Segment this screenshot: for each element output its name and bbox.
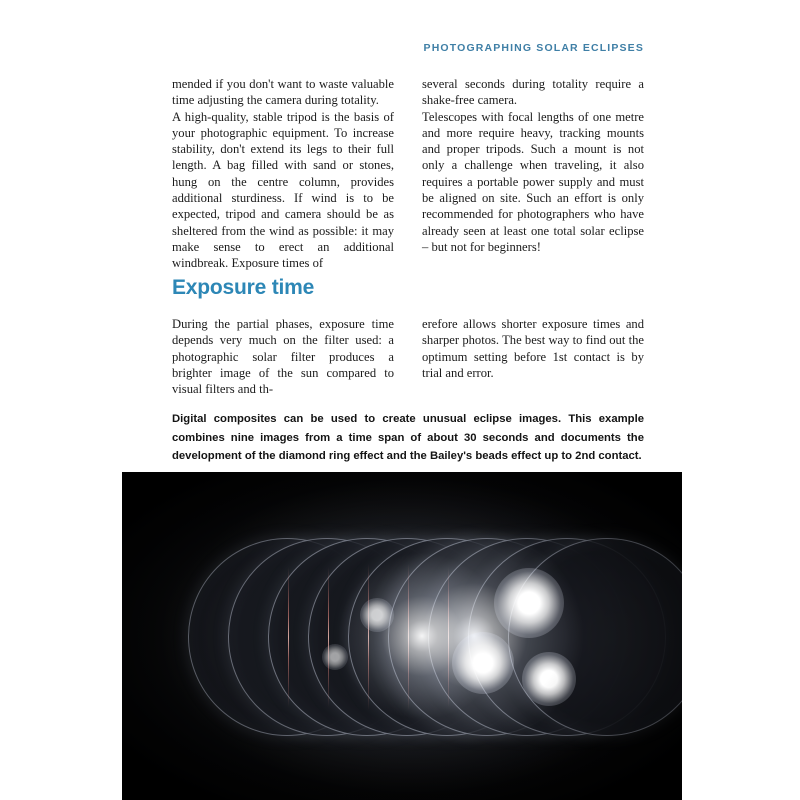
- column-left-top: [172, 76, 394, 272]
- column-right-bottom: [422, 316, 644, 397]
- paragraph: Telescopes with focal lengths of one metre and more require heavy, tracking mounts and proper tripods. Such a mount is not only a challenge when traveling, it also requires a portable power supply and must be aligned on site. Such an effort is only recommended for photographers who have already seen at least one total solar eclipse – but not for beginners!: [422, 109, 644, 254]
- paragraph: mended if you don't want to waste valuable time adjusting the camera during totality.: [172, 77, 394, 108]
- paragraph: erefore allows shorter exposure times and sharper photos. The best way to find out the optimum setting before 1st contact is by trial and error.: [422, 317, 644, 380]
- section-heading: Exposure time: [172, 276, 315, 299]
- column-right-top: [422, 76, 644, 272]
- photo-background: [122, 472, 682, 800]
- running-head: PHOTOGRAPHING SOLAR ECLIPSES: [423, 42, 644, 54]
- photo-vignette: [122, 472, 682, 800]
- body-columns-top: [172, 76, 644, 272]
- eclipse-composite-photo: [122, 472, 682, 800]
- body-columns-bottom: [172, 316, 644, 397]
- paragraph: During the partial phases, exposure time depends very much on the filter used: a photographic solar filter produces a brighter image of the sun compared to visual filters and th-: [172, 317, 394, 397]
- column-left-bottom: [172, 316, 394, 397]
- paragraph: several seconds during totality require a shake-free camera.: [422, 77, 644, 108]
- figure-caption: Digital composites can be used to create unusual eclipse images. This example combines nine images from a time span of about 30 seconds and documents the development of the diamond ring effect and the Bailey's beads effect up to 2nd contact.: [172, 413, 644, 462]
- paragraph: A high-quality, stable tripod is the basis of your photographic equipment. To increase stability, don't extend its legs to their full length. A bag filled with sand or stones, hung on the centre column, provides additional sturdiness. If wind is to be expected, tripod and camera should be as sheltered from the wind as possible: it may make sense to erect an additional windbreak. Exposure times of: [172, 109, 394, 271]
